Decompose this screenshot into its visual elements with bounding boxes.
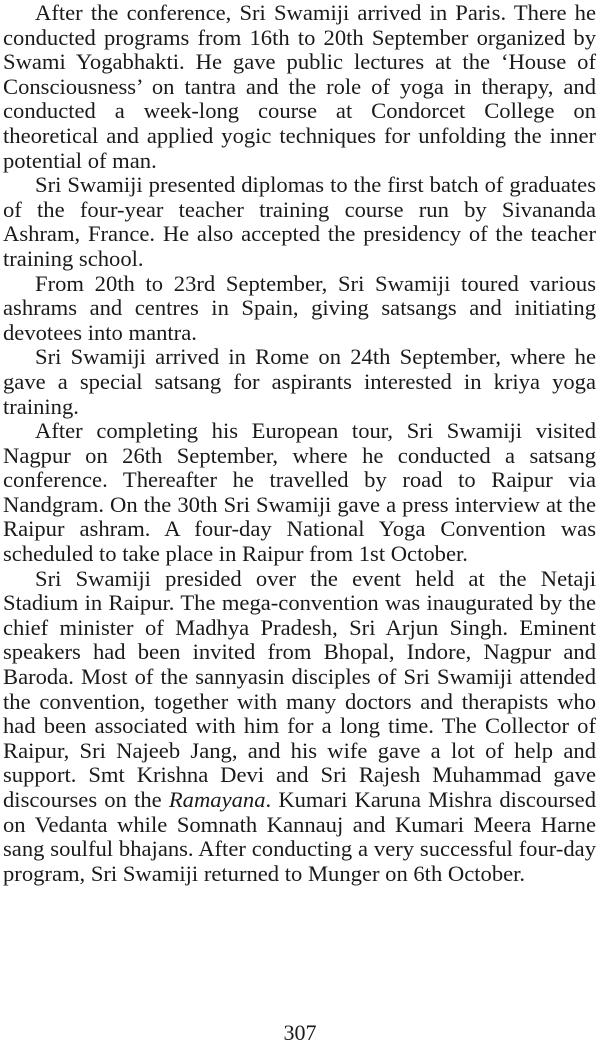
page-number: 307 (283, 1020, 317, 1045)
paragraph-yoga-convention (3, 567, 596, 887)
book-page-text (3, 1, 596, 886)
paragraph-diplomas: Sri Swamiji presented diplomas to the first batch of graduates of the four-year teacher training course run by Sivananda Ashram, France. He also accepted the presidency of the teacher training school. (3, 172, 596, 271)
italic-book-title: Ramayana (168, 787, 266, 812)
paragraph-text-part: . Kumari Karuna Mishra discoursed on Vedanta while Somnath Kannauj and Kumari Meera Harne sang soulful bhajans. After conducting a very successful four-day program, Sri Swamiji returned to Munger on 6th October. (3, 787, 596, 886)
paragraph-paris-programs: After the conference, Sri Swamiji arrived in Paris. There he conducted programs from 16th to 20th September organized by Swami Yogabhakti. He gave public lectures at the ‘House of Consciousness’ on tantra and the role of yoga in therapy, and conducted a week-long course at Condorcet College on theoretical and applied yogic techniques for unfolding the inner potential of man. (3, 0, 596, 173)
paragraph-spain-tour: From 20th to 23rd September, Sri Swamiji toured various ashrams and centres in Spain, giving satsangs and initiating devotees into mantra. (3, 270, 596, 345)
paragraph-rome-satsang: Sri Swamiji arrived in Rome on 24th September, where he gave a special satsang for aspirants interested in kriya yoga training. (3, 344, 596, 419)
paragraph-nagpur-raipur: After completing his European tour, Sri Swamiji visited Nagpur on 26th September, where he conducted a satsang conference. Thereafter he travelled by road to Raipur via Nandgram. On the 30th Sri Swamiji gave a press interview at the Raipur ashram. A four-day National Yoga Convention was scheduled to take place in Raipur from 1st October. (3, 418, 596, 567)
paragraph-text-part: Sri Swamiji presided over the event held at the Netaji Stadium in Raipur. The mega-convention was inaugurated by the chief minister of Madhya Pradesh, Sri Arjun Singh. Eminent speakers had been invited from Bhopal, Indore, Nagpur and Baroda. Most of the sannyasin disciples of Sri Swamiji attended the convention, together with many doctors and therapists who had been associated with him for a long time. The Collector of Raipur, Sri Najeeb Jang, and his wife gave a lot of help and support. Smt Krishna Devi and Sri Rajesh Muhammad gave discourses on the (3, 565, 596, 812)
